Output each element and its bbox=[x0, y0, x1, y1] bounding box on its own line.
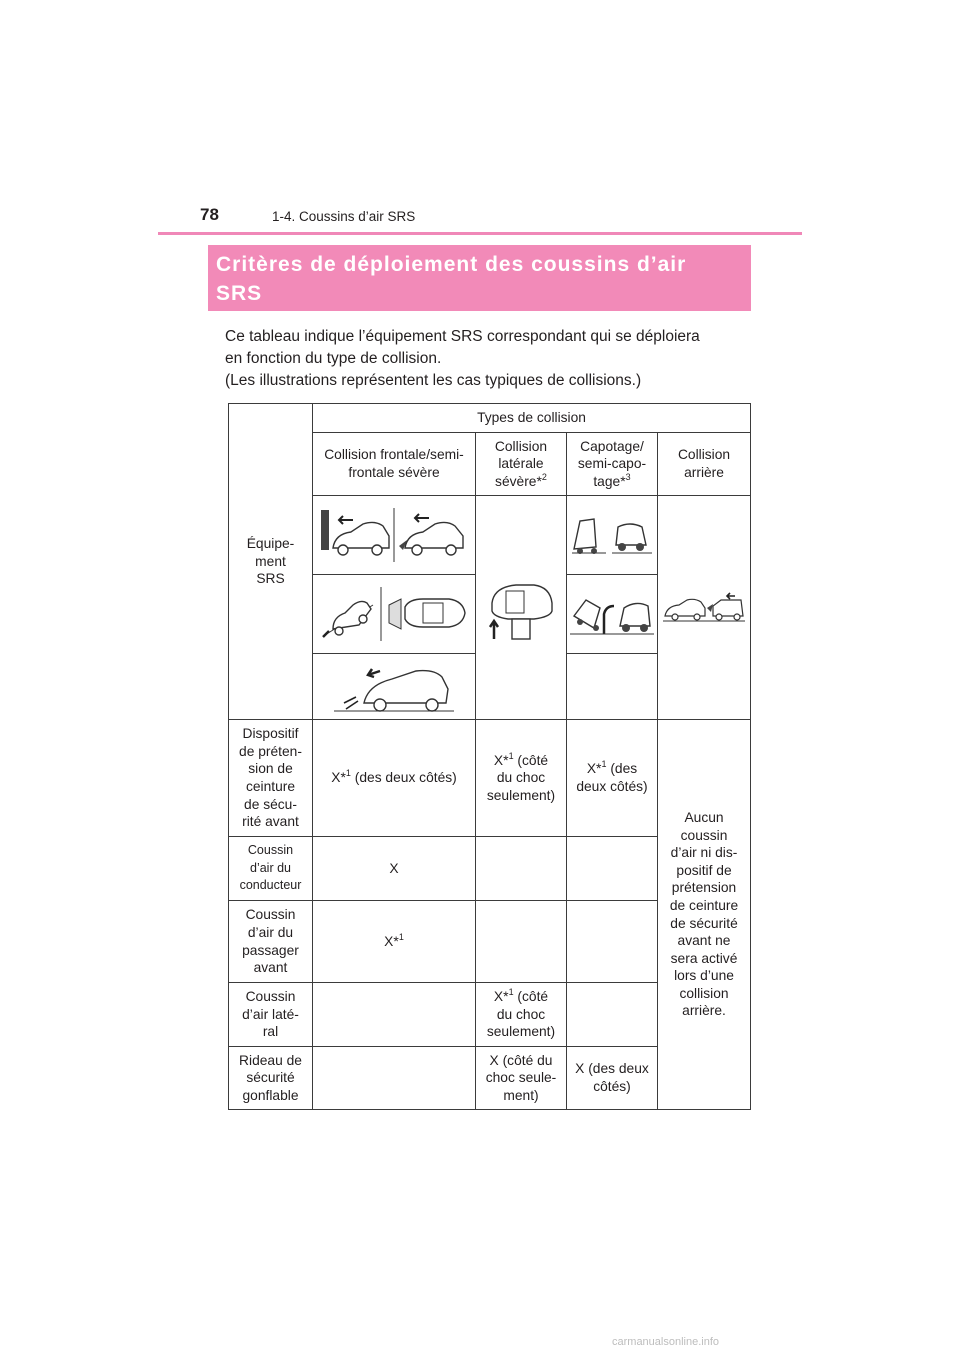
intro-line-1: Ce tableau indique l’équipement SRS correspondant qui se déploiera bbox=[225, 328, 700, 345]
side-lateral: X*$^1$ (côté du choc seulement) bbox=[476, 983, 567, 1047]
curtain-airbag-label: Rideau de sécurité gonflable bbox=[229, 1047, 313, 1110]
intro-line-3: (Les illustrations représentent les cas typiques de collisions.) bbox=[225, 372, 642, 389]
col-frontal-header: Collision frontale/semi- frontale sévère bbox=[313, 433, 476, 496]
pretensioner-lateral: X*$^1$ (côté du choc seulement) bbox=[476, 720, 567, 837]
pretensioner-frontal: X*$^1$ (des deux côtés) bbox=[313, 720, 476, 837]
curtain-frontal bbox=[313, 1047, 476, 1110]
watermark-footer: carmanualsonline.info bbox=[612, 1336, 720, 1348]
page-number: 78 bbox=[200, 205, 219, 224]
illustration-frontal-offset bbox=[313, 575, 476, 654]
illustration-semi-rollover bbox=[567, 575, 658, 654]
illustration-rear-collision bbox=[658, 496, 751, 720]
driver-lateral bbox=[476, 837, 567, 901]
heading-line-2: SRS bbox=[216, 282, 263, 305]
header-rule bbox=[158, 232, 802, 235]
deployment-criteria-table bbox=[228, 403, 751, 1110]
illustration-rollover bbox=[567, 496, 658, 575]
heading-banner bbox=[208, 245, 751, 311]
passenger-lateral bbox=[476, 901, 567, 983]
col-rear-header: Collision arrière bbox=[658, 433, 751, 496]
passenger-frontal: X*$^1$ bbox=[313, 901, 476, 983]
side-frontal bbox=[313, 983, 476, 1047]
pretensioner-label: Dispositif de préten- sion de ceinture de sécu- rité avant bbox=[229, 720, 313, 837]
intro-paragraph bbox=[225, 326, 765, 392]
passenger-airbag-label: Coussin d’air du passager avant bbox=[229, 901, 313, 983]
illustration-frontal-under bbox=[313, 654, 476, 720]
section-title: 1-4. Coussins d’air SRS bbox=[272, 209, 416, 224]
col-rollover-header: Capotage/ semi-capo- tage*$^3$ bbox=[567, 433, 658, 496]
illustration-lateral-collision bbox=[476, 496, 567, 720]
heading-line-1: Critères de déploiement des coussins d’air bbox=[216, 253, 687, 276]
col-lateral-header: Collision latérale sévère*$^2$ bbox=[476, 433, 567, 496]
intro-line-2: en fonction du type de collision. bbox=[225, 350, 442, 367]
driver-airbag-label: Coussin d’air du conducteur bbox=[229, 837, 313, 901]
side-rollover bbox=[567, 983, 658, 1047]
rear-collision-note: Aucun coussin d’air ni dis- positif de prétension de ceinture de sécurité avant ne sera activé lors d’une collision arrière. bbox=[658, 720, 751, 1110]
illustration-frontal-collision bbox=[313, 496, 476, 575]
pretensioner-rollover: X*$^1$ (des deux côtés) bbox=[567, 720, 658, 837]
driver-frontal: X bbox=[313, 837, 476, 901]
equipment-header: Équipe- ment SRS bbox=[229, 404, 313, 720]
collision-types-header: Types de collision bbox=[313, 404, 751, 433]
driver-rollover bbox=[567, 837, 658, 901]
curtain-rollover: X (des deux côtés) bbox=[567, 1047, 658, 1110]
side-airbag-label: Coussin d’air laté- ral bbox=[229, 983, 313, 1047]
passenger-rollover bbox=[567, 901, 658, 983]
curtain-lateral: X (côté du choc seule- ment) bbox=[476, 1047, 567, 1110]
